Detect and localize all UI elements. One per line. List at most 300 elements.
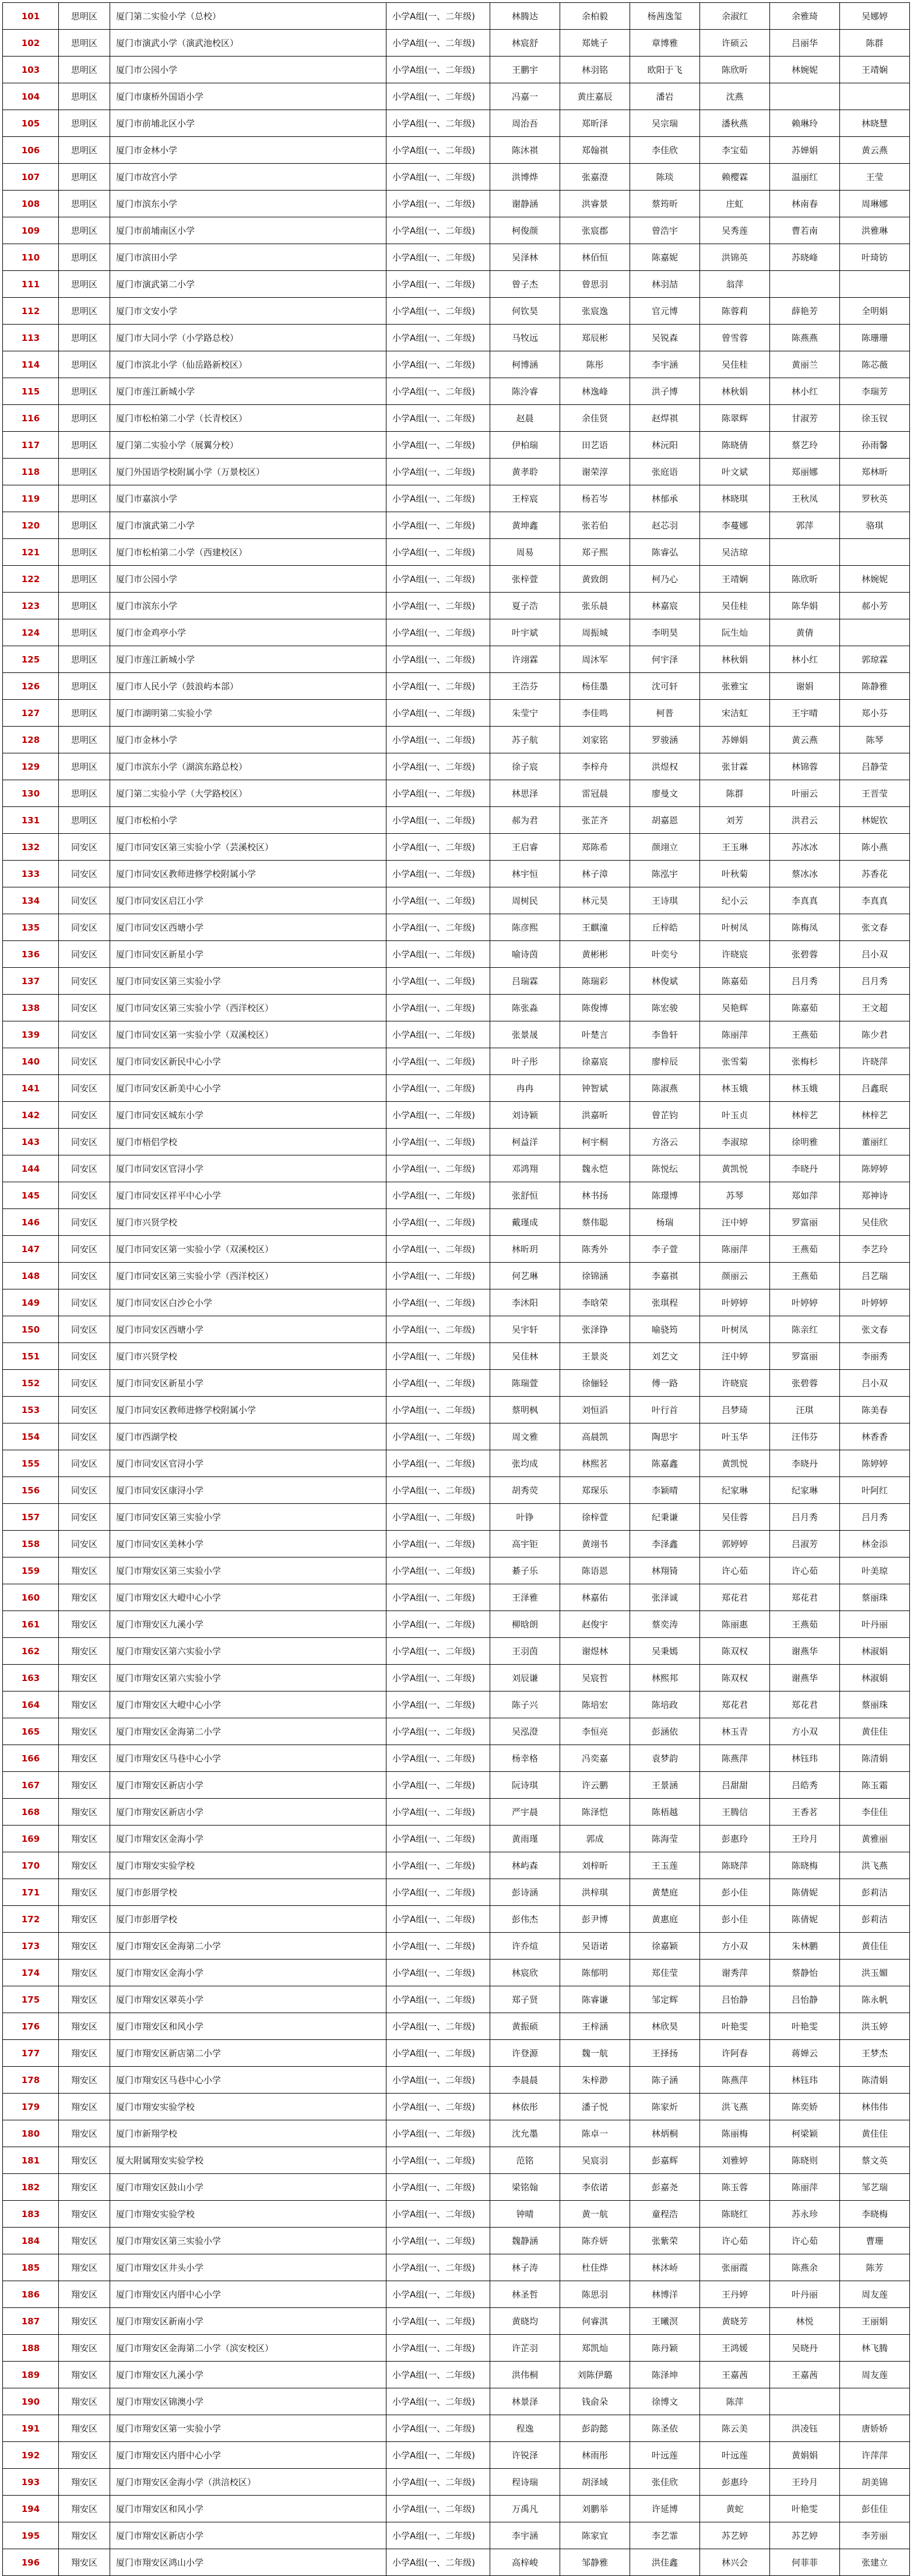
teacher-2-cell: 洪凌钰 (770, 2415, 840, 2442)
student-1-cell: 吴佳林 (490, 1343, 560, 1370)
school-name-cell: 厦门市翔安区金海第二小学 (110, 1933, 386, 1960)
district-cell: 翔安区 (59, 2013, 110, 2040)
student-3-cell: 彭嘉尧 (630, 2174, 700, 2201)
teacher-1-cell: 吴秀莲 (700, 217, 770, 244)
teacher-1-cell: 陈燕萍 (700, 1745, 770, 1772)
table-row (3, 1397, 910, 1423)
district-cell: 同安区 (59, 1263, 110, 1289)
row-number-cell: 180 (3, 2120, 59, 2147)
student-2-cell: 柯宇桐 (560, 1129, 630, 1155)
school-name-cell: 厦门市翔安区大嶝中心小学 (110, 1584, 386, 1611)
teacher-1-cell: 张甘霖 (700, 753, 770, 780)
table-row (3, 244, 910, 271)
teacher-3-cell: 曹珊 (840, 2228, 910, 2254)
row-number-cell: 192 (3, 2442, 59, 2469)
teacher-3-cell: 王靖娴 (840, 57, 910, 83)
school-name-cell: 厦门市翔安区九溪小学 (110, 2362, 386, 2388)
school-name-cell: 厦门市西湖学校 (110, 1423, 386, 1450)
district-cell: 同安区 (59, 1397, 110, 1423)
teacher-2-cell: 林悦 (770, 2308, 840, 2335)
district-cell: 翔安区 (59, 2335, 110, 2362)
district-cell: 同安区 (59, 1531, 110, 1557)
group-cell: 小学A组(一、二年级) (386, 164, 490, 191)
table-row (3, 539, 910, 566)
table-row (3, 485, 910, 512)
table-row (3, 1879, 910, 1906)
teacher-1-cell: 王腾信 (700, 1799, 770, 1826)
group-cell: 小学A组(一、二年级) (386, 2362, 490, 2388)
row-number-cell: 114 (3, 351, 59, 378)
student-1-cell: 柯益洋 (490, 1129, 560, 1155)
teacher-3-cell: 黄云燕 (840, 137, 910, 164)
student-2-cell: 钟智斌 (560, 1075, 630, 1102)
teacher-1-cell: 彭小佳 (700, 1906, 770, 1933)
district-cell: 翔安区 (59, 2415, 110, 2442)
teacher-2-cell: 吕月秀 (770, 968, 840, 995)
student-2-cell: 郑姚子 (560, 30, 630, 57)
school-name-cell: 厦门市滨田小学 (110, 244, 386, 271)
student-1-cell: 吴宇轩 (490, 1316, 560, 1343)
row-number-cell: 136 (3, 941, 59, 968)
school-name-cell: 厦门市同安区西塘小学 (110, 1316, 386, 1343)
group-cell: 小学A组(一、二年级) (386, 2415, 490, 2442)
district-cell: 思明区 (59, 459, 110, 485)
teacher-2-cell: 方小双 (770, 1718, 840, 1745)
school-name-cell: 厦门市翔安区金海小学（洪涪校区） (110, 2469, 386, 2496)
teacher-3-cell: 陈小燕 (840, 834, 910, 861)
student-1-cell: 万禹凡 (490, 2496, 560, 2522)
teacher-2-cell: 洪君云 (770, 807, 840, 834)
district-cell: 同安区 (59, 887, 110, 914)
row-number-cell: 103 (3, 57, 59, 83)
teacher-3-cell: 蔡丽珠 (840, 1692, 910, 1718)
teacher-1-cell: 许晓宸 (700, 941, 770, 968)
school-name-cell: 厦门市翔安区和风小学 (110, 2013, 386, 2040)
group-cell: 小学A组(一、二年级) (386, 1611, 490, 1638)
student-3-cell: 张泽诚 (630, 1584, 700, 1611)
school-name-cell: 厦门市滨东小学 (110, 593, 386, 619)
group-cell: 小学A组(一、二年级) (386, 1906, 490, 1933)
teacher-3-cell: 胡美锦 (840, 2469, 910, 2496)
row-number-cell: 132 (3, 834, 59, 861)
district-cell: 同安区 (59, 1209, 110, 1236)
table-row (3, 1611, 910, 1638)
school-name-cell: 厦门第二实验小学（总校） (110, 3, 386, 30)
table-row (3, 646, 910, 673)
student-1-cell: 林景泽 (490, 2388, 560, 2415)
table-row (3, 1048, 910, 1075)
student-1-cell: 叶铮 (490, 1504, 560, 1531)
school-name-cell: 厦门市彭厝学校 (110, 1879, 386, 1906)
student-1-cell: 程逸 (490, 2415, 560, 2442)
table-row (3, 2094, 910, 2120)
group-cell: 小学A组(一、二年级) (386, 1236, 490, 1263)
table-row (3, 1933, 910, 1960)
student-3-cell: 王择扬 (630, 2040, 700, 2067)
teacher-2-cell: 王燕茹 (770, 1021, 840, 1048)
district-cell: 同安区 (59, 1504, 110, 1531)
teacher-2-cell: 陈燕燕 (770, 325, 840, 351)
district-cell: 翔安区 (59, 1718, 110, 1745)
table-row (3, 110, 910, 137)
table-row (3, 807, 910, 834)
row-number-cell: 120 (3, 512, 59, 539)
teacher-1-cell: 叶玉贞 (700, 1102, 770, 1129)
teacher-1-cell: 赖樱霖 (700, 164, 770, 191)
student-2-cell: 刘梓昕 (560, 1852, 630, 1879)
school-name-cell: 厦门市大同小学（小学路总校） (110, 325, 386, 351)
teacher-3-cell: 王丽娟 (840, 2308, 910, 2335)
teacher-3-cell: 李瑞芳 (840, 378, 910, 405)
table-row (3, 2120, 910, 2147)
table-row (3, 2308, 910, 2335)
teacher-1-cell: 王丹婷 (700, 2281, 770, 2308)
student-1-cell: 张梓萱 (490, 566, 560, 593)
student-2-cell: 林熙茗 (560, 1450, 630, 1477)
student-2-cell: 徐锦涵 (560, 1263, 630, 1289)
group-cell: 小学A组(一、二年级) (386, 1531, 490, 1557)
teacher-2-cell: 李晓丹 (770, 1450, 840, 1477)
student-2-cell: 张若伯 (560, 512, 630, 539)
school-name-cell: 厦门市公园小学 (110, 57, 386, 83)
teacher-1-cell: 吕甜甜 (700, 1772, 770, 1799)
teacher-1-cell: 余淑红 (700, 3, 770, 30)
teacher-1-cell: 黄凯悦 (700, 1450, 770, 1477)
group-cell: 小学A组(一、二年级) (386, 405, 490, 432)
school-name-cell: 厦门市翔安区新店小学 (110, 2522, 386, 2549)
student-2-cell: 陈语恩 (560, 1557, 630, 1584)
school-name-cell: 厦门市同安区第三实验小学（西洋校区） (110, 1263, 386, 1289)
student-1-cell: 叶子彤 (490, 1048, 560, 1075)
student-1-cell: 苏子航 (490, 727, 560, 753)
district-cell: 思明区 (59, 244, 110, 271)
student-2-cell: 余柏毅 (560, 3, 630, 30)
table-row (3, 57, 910, 83)
district-cell: 翔安区 (59, 1611, 110, 1638)
row-number-cell: 121 (3, 539, 59, 566)
group-cell: 小学A组(一、二年级) (386, 2067, 490, 2094)
row-number-cell: 188 (3, 2335, 59, 2362)
student-3-cell: 方洛云 (630, 1129, 700, 1155)
student-2-cell: 高晨凯 (560, 1423, 630, 1450)
table-row (3, 941, 910, 968)
student-2-cell: 郑子熙 (560, 539, 630, 566)
group-cell: 小学A组(一、二年级) (386, 2120, 490, 2147)
school-name-cell: 厦门市同安区第三实验小学 (110, 968, 386, 995)
student-1-cell: 曾子杰 (490, 271, 560, 298)
group-cell: 小学A组(一、二年级) (386, 1826, 490, 1852)
teacher-1-cell: 叶婷婷 (700, 1289, 770, 1316)
student-1-cell: 许翊霖 (490, 646, 560, 673)
student-3-cell: 李明昊 (630, 619, 700, 646)
table-row (3, 30, 910, 57)
student-1-cell: 张舒恒 (490, 1182, 560, 1209)
table-row (3, 2496, 910, 2522)
teacher-3-cell: 孙雨馨 (840, 432, 910, 459)
district-cell: 同安区 (59, 834, 110, 861)
teacher-2-cell: 林玉娥 (770, 1075, 840, 1102)
group-cell: 小学A组(一、二年级) (386, 1316, 490, 1343)
row-number-cell: 185 (3, 2254, 59, 2281)
school-name-cell: 厦门市翔安区新店第二小学 (110, 2040, 386, 2067)
district-cell: 同安区 (59, 1289, 110, 1316)
student-3-cell: 王诗琪 (630, 887, 700, 914)
student-2-cell: 黄庄嘉辰 (560, 83, 630, 110)
table-row (3, 1075, 910, 1102)
district-cell: 翔安区 (59, 1906, 110, 1933)
row-number-cell: 196 (3, 2549, 59, 2576)
district-cell: 思明区 (59, 566, 110, 593)
student-1-cell: 林宸舒 (490, 30, 560, 57)
teacher-2-cell (770, 539, 840, 566)
teacher-1-cell: 吕梦琦 (700, 1397, 770, 1423)
group-cell: 小学A组(一、二年级) (386, 1638, 490, 1665)
teacher-1-cell: 陈丽萍 (700, 1021, 770, 1048)
table-row (3, 137, 910, 164)
group-cell: 小学A组(一、二年级) (386, 512, 490, 539)
student-1-cell: 梁铭翰 (490, 2174, 560, 2201)
teacher-3-cell: 林伟伟 (840, 2094, 910, 2120)
table-row (3, 753, 910, 780)
table-row (3, 512, 910, 539)
school-name-cell: 厦门市同安区新民中心小学 (110, 1048, 386, 1075)
table-row (3, 861, 910, 887)
teacher-2-cell: 温丽红 (770, 164, 840, 191)
student-3-cell: 李嘉祺 (630, 1263, 700, 1289)
teacher-1-cell: 苏艺婷 (700, 2522, 770, 2549)
student-3-cell: 曾芷钧 (630, 1102, 700, 1129)
student-3-cell: 陈培政 (630, 1692, 700, 1718)
teacher-1-cell: 吴洁琼 (700, 539, 770, 566)
teacher-1-cell: 纪小云 (700, 887, 770, 914)
table-row (3, 1343, 910, 1370)
student-1-cell: 高宇钜 (490, 1531, 560, 1557)
district-cell: 思明区 (59, 217, 110, 244)
student-3-cell: 林博洋 (630, 2281, 700, 2308)
teacher-1-cell: 陈翠辉 (700, 405, 770, 432)
teacher-2-cell: 蔡静怡 (770, 1960, 840, 1986)
teacher-3-cell: 陈群 (840, 30, 910, 57)
student-2-cell: 陈瑞彩 (560, 968, 630, 995)
group-cell: 小学A组(一、二年级) (386, 137, 490, 164)
school-name-cell: 厦门市翔安区马巷中心小学 (110, 2067, 386, 2094)
school-name-cell: 厦门市翔安区翠英小学 (110, 1986, 386, 2013)
table-row (3, 2549, 910, 2576)
student-3-cell: 陈圣依 (630, 2415, 700, 2442)
row-number-cell: 161 (3, 1611, 59, 1638)
teacher-3-cell: 陈婷婷 (840, 1450, 910, 1477)
district-cell: 同安区 (59, 1477, 110, 1504)
teacher-1-cell: 方小双 (700, 1933, 770, 1960)
teacher-3-cell: 张文春 (840, 914, 910, 941)
district-cell: 翔安区 (59, 1557, 110, 1584)
school-name-cell: 厦门市翔安区新南小学 (110, 2308, 386, 2335)
student-3-cell: 廖梓辰 (630, 1048, 700, 1075)
row-number-cell: 116 (3, 405, 59, 432)
table-row (3, 700, 910, 727)
teacher-1-cell: 彭惠玲 (700, 1826, 770, 1852)
student-3-cell: 彭嘉辉 (630, 2147, 700, 2174)
teacher-3-cell: 王晋莹 (840, 780, 910, 807)
teacher-2-cell: 陈欣昕 (770, 566, 840, 593)
teacher-3-cell: 林婉妮 (840, 566, 910, 593)
teacher-1-cell: 郑花君 (700, 1584, 770, 1611)
student-3-cell: 胡嘉恩 (630, 807, 700, 834)
table-row (3, 1504, 910, 1531)
table-row (3, 2254, 910, 2281)
teacher-1-cell: 王嘉茜 (700, 2362, 770, 2388)
teacher-1-cell: 张丽霞 (700, 2254, 770, 2281)
student-1-cell: 王羽茵 (490, 1638, 560, 1665)
student-1-cell: 林屿森 (490, 1852, 560, 1879)
student-1-cell: 郑子贤 (490, 1986, 560, 2013)
district-cell: 思明区 (59, 485, 110, 512)
teacher-2-cell: 陈梅凤 (770, 914, 840, 941)
district-cell: 翔安区 (59, 2362, 110, 2388)
row-number-cell: 189 (3, 2362, 59, 2388)
teacher-2-cell: 吴晓丹 (770, 2335, 840, 2362)
teacher-3-cell: 郭琼霖 (840, 646, 910, 673)
student-2-cell: 许云鹏 (560, 1772, 630, 1799)
student-1-cell: 何艺琳 (490, 1263, 560, 1289)
student-1-cell: 王鹏宇 (490, 57, 560, 83)
teacher-1-cell: 汪中婷 (700, 1209, 770, 1236)
district-cell: 同安区 (59, 1102, 110, 1129)
student-1-cell: 林昕玥 (490, 1236, 560, 1263)
row-number-cell: 141 (3, 1075, 59, 1102)
teacher-2-cell: 王燕茹 (770, 1263, 840, 1289)
teacher-1-cell: 吴佳桂 (700, 351, 770, 378)
table-row (3, 2281, 910, 2308)
student-2-cell: 陈乔妍 (560, 2228, 630, 2254)
student-2-cell: 林子漳 (560, 861, 630, 887)
teacher-3-cell: 陈清娟 (840, 1745, 910, 1772)
teacher-1-cell: 苏婵娟 (700, 727, 770, 753)
student-1-cell: 柳晗朗 (490, 1611, 560, 1638)
student-1-cell: 王梓宸 (490, 485, 560, 512)
teacher-3-cell: 洪飞燕 (840, 1852, 910, 1879)
row-number-cell: 176 (3, 2013, 59, 2040)
student-1-cell: 朱莹宁 (490, 700, 560, 727)
student-2-cell: 吴宸羽 (560, 2147, 630, 2174)
group-cell: 小学A组(一、二年级) (386, 459, 490, 485)
school-name-cell: 厦门市翔安区鸿山小学 (110, 2549, 386, 2576)
group-cell: 小学A组(一、二年级) (386, 2308, 490, 2335)
table-row (3, 432, 910, 459)
teacher-2-cell: 王香茗 (770, 1799, 840, 1826)
student-3-cell: 赵芯羽 (630, 512, 700, 539)
table-row (3, 164, 910, 191)
teacher-1-cell: 吴佳桂 (700, 593, 770, 619)
group-cell: 小学A组(一、二年级) (386, 217, 490, 244)
student-3-cell: 林嘉宸 (630, 593, 700, 619)
group-cell: 小学A组(一、二年级) (386, 1450, 490, 1477)
district-cell: 同安区 (59, 1343, 110, 1370)
student-2-cell: 林雨彤 (560, 2442, 630, 2469)
teacher-1-cell: 林兴会 (700, 2549, 770, 2576)
teacher-1-cell: 陈双权 (700, 1638, 770, 1665)
teacher-2-cell: 林梓艺 (770, 1102, 840, 1129)
teacher-1-cell: 林玉青 (700, 1718, 770, 1745)
table-row (3, 1718, 910, 1745)
teacher-2-cell: 吕淑芳 (770, 1531, 840, 1557)
student-3-cell: 刘艺文 (630, 1343, 700, 1370)
student-1-cell: 程诗瑞 (490, 2469, 560, 2496)
student-1-cell: 黄晓均 (490, 2308, 560, 2335)
student-2-cell: 林羽铭 (560, 57, 630, 83)
teacher-2-cell: 柯梁颖 (770, 2120, 840, 2147)
teacher-2-cell: 王玲月 (770, 2469, 840, 2496)
student-2-cell: 何睿淇 (560, 2308, 630, 2335)
teacher-2-cell: 苏晓峰 (770, 244, 840, 271)
district-cell: 思明区 (59, 325, 110, 351)
group-cell: 小学A组(一、二年级) (386, 619, 490, 646)
teacher-2-cell: 陈倩妮 (770, 1906, 840, 1933)
table-row (3, 1745, 910, 1772)
group-cell: 小学A组(一、二年级) (386, 566, 490, 593)
teacher-2-cell: 郑花君 (770, 1692, 840, 1718)
student-3-cell: 林欣昊 (630, 2013, 700, 2040)
table-row (3, 1182, 910, 1209)
teacher-2-cell: 张碧蓉 (770, 941, 840, 968)
teacher-3-cell: 林晓慧 (840, 110, 910, 137)
student-2-cell: 洪梓琪 (560, 1879, 630, 1906)
teacher-3-cell: 彭莉洁 (840, 1906, 910, 1933)
group-cell: 小学A组(一、二年级) (386, 1021, 490, 1048)
row-number-cell: 168 (3, 1799, 59, 1826)
group-cell: 小学A组(一、二年级) (386, 2040, 490, 2067)
row-number-cell: 179 (3, 2094, 59, 2120)
teacher-3-cell: 陈永帆 (840, 1986, 910, 2013)
school-name-cell: 厦门市新翔学校 (110, 2120, 386, 2147)
table-row (3, 1289, 910, 1316)
table-row (3, 191, 910, 217)
row-number-cell: 128 (3, 727, 59, 753)
district-cell: 同安区 (59, 1423, 110, 1450)
row-number-cell: 183 (3, 2201, 59, 2228)
student-1-cell: 黄振硕 (490, 2013, 560, 2040)
group-cell: 小学A组(一、二年级) (386, 1504, 490, 1531)
teacher-3-cell: 洪玉婷 (840, 2013, 910, 2040)
table-row (3, 593, 910, 619)
student-1-cell: 赵晨 (490, 405, 560, 432)
teacher-3-cell: 吴娜婷 (840, 3, 910, 30)
school-name-cell: 厦门市滨北小学（仙岳路新校区） (110, 351, 386, 378)
row-number-cell: 166 (3, 1745, 59, 1772)
school-name-cell: 厦门市同安区第三实验小学（西洋校区） (110, 995, 386, 1021)
teacher-1-cell: 陈丽惠 (700, 1611, 770, 1638)
teacher-3-cell: 骆琪 (840, 512, 910, 539)
student-2-cell: 周沐军 (560, 646, 630, 673)
district-cell: 思明区 (59, 137, 110, 164)
school-name-cell: 厦门市同安区第一实验小学（双溪校区） (110, 1021, 386, 1048)
row-number-cell: 169 (3, 1826, 59, 1852)
student-2-cell: 陈秀外 (560, 1236, 630, 1263)
group-cell: 小学A组(一、二年级) (386, 1129, 490, 1155)
school-name-cell: 厦门市翔安区第六实验小学 (110, 1638, 386, 1665)
school-name-cell: 厦门市莲江新城小学 (110, 378, 386, 405)
school-name-cell: 厦门第二实验小学（展翼分校） (110, 432, 386, 459)
district-cell: 思明区 (59, 780, 110, 807)
student-1-cell: 许芷羽 (490, 2335, 560, 2362)
table-row (3, 995, 910, 1021)
student-2-cell: 冯奕嘉 (560, 1745, 630, 1772)
teacher-1-cell: 叶远莲 (700, 2442, 770, 2469)
row-number-cell: 112 (3, 298, 59, 325)
table-row (3, 83, 910, 110)
student-1-cell: 陈子兴 (490, 1692, 560, 1718)
table-row (3, 298, 910, 325)
